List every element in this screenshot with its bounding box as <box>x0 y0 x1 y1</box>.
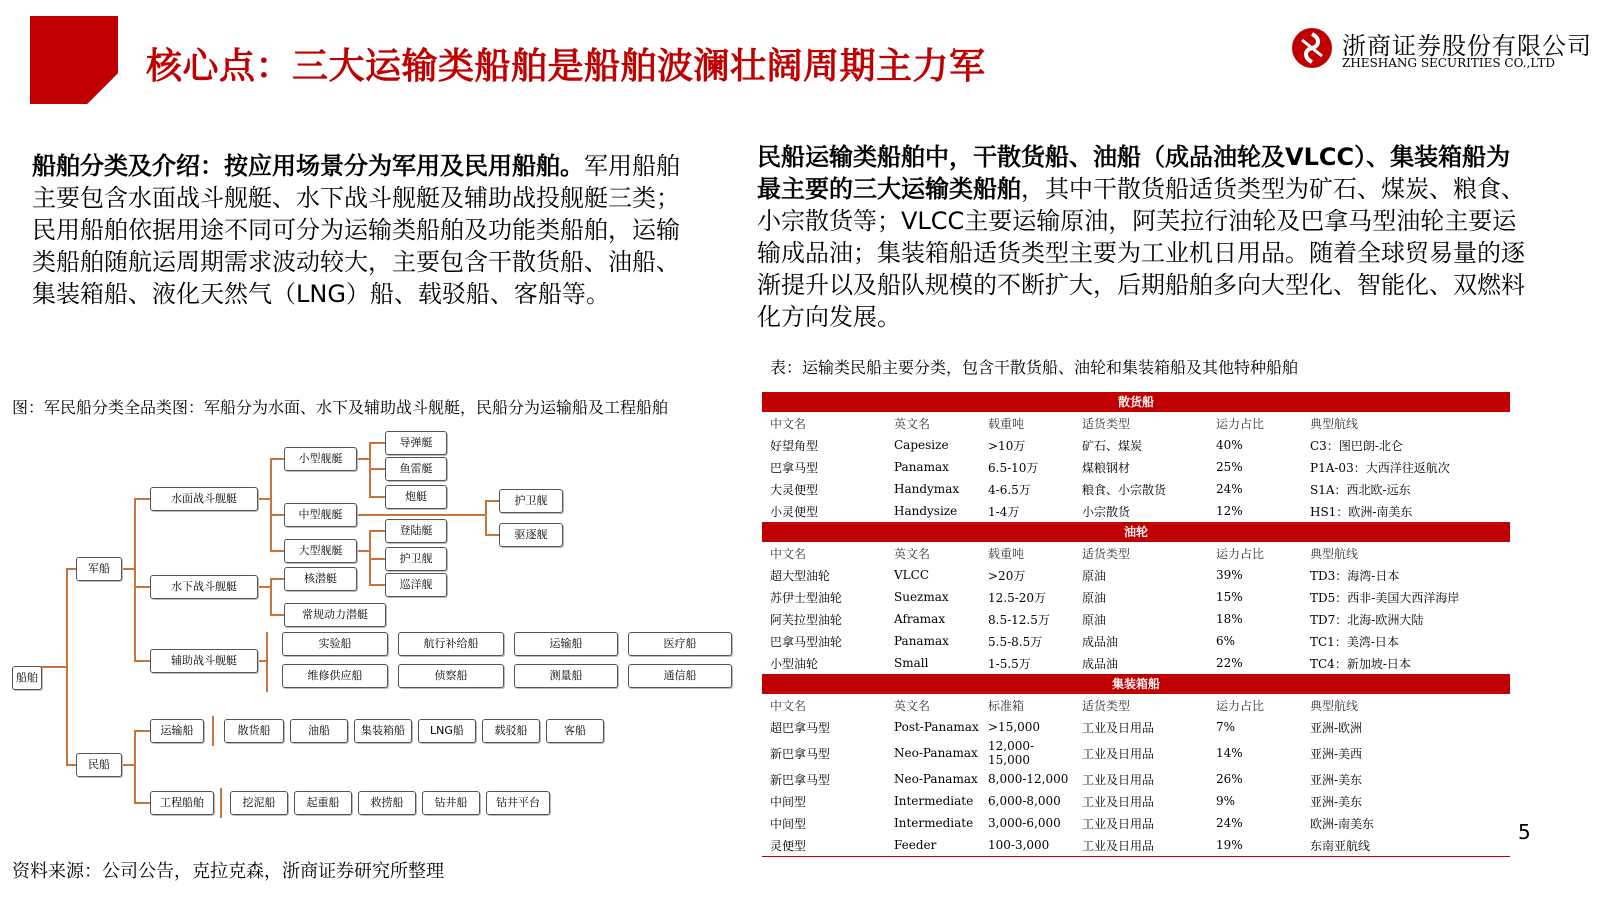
table-cell: 亚洲-美东 <box>1310 772 1363 787</box>
table-cell: 工业及日用品 <box>1082 794 1155 809</box>
table-cell: TD5：西非-美国大西洋海岸 <box>1310 590 1460 605</box>
table-cell: Neo-Panamax <box>894 772 978 786</box>
tree-node-ship: 船舶 <box>12 666 42 690</box>
tree-node-underwater-combat: 水下战斗舰艇 <box>150 575 258 599</box>
tree-node-large-ships: 大型舰艇 <box>284 539 357 563</box>
tree-node-missile-boat: 导弹艇 <box>385 431 447 455</box>
table-cell: 工业及日用品 <box>1082 838 1155 853</box>
column-header: 适货类型 <box>1082 546 1131 561</box>
table-cell: Panamax <box>894 634 949 648</box>
table-cell: 3,000-6,000 <box>988 816 1061 830</box>
table-cell: 超巴拿马型 <box>770 720 831 735</box>
table-cell: 粮食、小宗散货 <box>1082 482 1167 497</box>
table-cell: 1-4万 <box>988 504 1020 519</box>
page-number: 5 <box>1518 820 1531 844</box>
tree-node-aux-item: 维修供应船 <box>282 664 388 688</box>
table-cell: P1A-03：大西洋往返航次 <box>1310 460 1450 475</box>
table-cell: 成品油 <box>1082 656 1119 671</box>
table-cell: 矿石、煤炭 <box>1082 438 1143 453</box>
table-cell: 1-5.5万 <box>988 656 1031 671</box>
table-row <box>762 456 1510 478</box>
column-header: 适货类型 <box>1082 416 1131 431</box>
table-cell: 24% <box>1216 816 1243 830</box>
table-cell: Feeder <box>894 838 937 852</box>
tree-node-gun-boat: 炮艇 <box>385 485 447 509</box>
title-accent-block <box>30 16 118 104</box>
right-paragraph <box>757 141 1527 333</box>
ship-classification-table <box>762 392 1510 857</box>
column-header: 典型航线 <box>1310 698 1359 713</box>
table-cell: 40% <box>1216 438 1243 452</box>
column-header: 运力占比 <box>1216 416 1265 431</box>
tree-node-surface-combat: 水面战斗舰艇 <box>150 487 258 511</box>
table-cell: Small <box>894 656 929 670</box>
tree-node-aux-item: 航行补给船 <box>398 632 504 656</box>
tree-node-destroyer: 驱逐舰 <box>499 523 563 547</box>
table-cell: 大灵便型 <box>770 482 819 497</box>
table-cell: 19% <box>1216 838 1243 852</box>
tree-node-transport-item: 集装箱船 <box>354 719 412 743</box>
table-row <box>762 478 1510 500</box>
table-row <box>762 738 1510 768</box>
table-cell: Handysize <box>894 504 958 518</box>
column-header: 载重吨 <box>988 546 1025 561</box>
column-header: 典型航线 <box>1310 416 1359 431</box>
table-row <box>762 586 1510 608</box>
tree-node-escort: 护卫舰 <box>385 547 447 571</box>
column-header: 运力占比 <box>1216 546 1265 561</box>
tree-node-medium-ships: 中型舰艇 <box>284 503 357 527</box>
column-header: 英文名 <box>894 546 931 561</box>
table-cell: 新巴拿马型 <box>770 772 831 787</box>
table-column-header-row <box>762 694 1510 716</box>
table-cell: 巴拿马型 <box>770 460 819 475</box>
table-cell: 6,000-8,000 <box>988 794 1061 808</box>
table-cell: 工业及日用品 <box>1082 720 1155 735</box>
table-cell: 亚洲-美西 <box>1310 746 1363 761</box>
tree-node-engineering-item: 钻井船 <box>422 791 480 815</box>
table-cell: 39% <box>1216 568 1243 582</box>
table-cell: 亚洲-美东 <box>1310 794 1363 809</box>
table-cell: 24% <box>1216 482 1243 496</box>
table-cell: 工业及日用品 <box>1082 772 1155 787</box>
logo-chinese-name: 浙商证券股份有限公司 <box>1342 32 1592 60</box>
table-section-title: 集装箱船 <box>762 674 1510 694</box>
table-cell: 巴拿马型油轮 <box>770 634 843 649</box>
table-cell: HS1：欧洲-南美东 <box>1310 504 1413 519</box>
table-section-title: 油轮 <box>762 522 1510 542</box>
table-cell: 阿芙拉型油轮 <box>770 612 843 627</box>
column-header: 中文名 <box>770 546 807 561</box>
table-cell: 小灵便型 <box>770 504 819 519</box>
table-cell: TC4：新加坡-日本 <box>1310 656 1411 671</box>
figure-caption: 图：军民船分类全品类图：军船分为水面、水下及辅助战斗舰艇，民船分为运输船及工程船舶 <box>12 398 669 417</box>
table-cell: 苏伊士型油轮 <box>770 590 843 605</box>
table-cell: 好望角型 <box>770 438 819 453</box>
table-cell: 超大型油轮 <box>770 568 831 583</box>
table-cell: >20万 <box>988 568 1026 583</box>
tree-node-engineering-item: 挖泥船 <box>230 791 288 815</box>
table-row <box>762 834 1510 856</box>
table-cell: 12% <box>1216 504 1243 518</box>
logo-english-name: ZHESHANG SECURITIES CO.,LTD <box>1342 56 1555 70</box>
table-cell: 6.5-10万 <box>988 460 1039 475</box>
column-header: 英文名 <box>894 416 931 431</box>
source-note: 资料来源：公司公告，克拉克森，浙商证券研究所整理 <box>12 861 444 882</box>
table-row <box>762 768 1510 790</box>
table-cell: Aframax <box>894 612 946 626</box>
tree-node-engineering: 工程船舶 <box>150 791 214 815</box>
table-cell: 东南亚航线 <box>1310 838 1371 853</box>
table-cell: 灵便型 <box>770 838 807 853</box>
table-cell: 原油 <box>1082 612 1107 627</box>
tree-node-aux-item: 侦察船 <box>398 664 504 688</box>
table-cell: 工业及日用品 <box>1082 746 1155 761</box>
left-paragraph <box>32 150 692 310</box>
table-cell: 5.5-8.5万 <box>988 634 1043 649</box>
table-cell: 小型油轮 <box>770 656 819 671</box>
tree-node-aux-item: 医疗船 <box>628 632 732 656</box>
table-row <box>762 434 1510 456</box>
column-header: 适货类型 <box>1082 698 1131 713</box>
company-logo <box>1290 24 1592 76</box>
tree-node-engineering-item: 起重船 <box>294 791 352 815</box>
table-cell: Suezmax <box>894 590 949 604</box>
table-cell: 新巴拿马型 <box>770 746 831 761</box>
tree-node-civil: 民船 <box>76 753 122 777</box>
table-row <box>762 500 1510 522</box>
table-cell: 12.5-20万 <box>988 590 1047 605</box>
table-cell: C3：图巴朗-北仑 <box>1310 438 1403 453</box>
tree-node-transport-item: 油船 <box>290 719 348 743</box>
zheshang-logo-icon <box>1290 26 1334 70</box>
table-cell: 原油 <box>1082 568 1107 583</box>
column-header: 运力占比 <box>1216 698 1265 713</box>
tree-node-transport-item: 载驳船 <box>482 719 540 743</box>
table-cell: 7% <box>1216 720 1236 734</box>
table-cell: 25% <box>1216 460 1243 474</box>
table-cell: Intermediate <box>894 794 974 808</box>
table-row <box>762 790 1510 812</box>
table-cell: 22% <box>1216 656 1243 670</box>
table-cell: 欧洲-南美东 <box>1310 816 1375 831</box>
tree-node-aux-item: 测量船 <box>514 664 618 688</box>
table-cell: Handymax <box>894 482 960 496</box>
table-cell: 12,000-15,000 <box>988 739 1035 767</box>
table-cell: VLCC <box>894 568 929 582</box>
table-row <box>762 608 1510 630</box>
tree-node-transport-item: 客船 <box>546 719 604 743</box>
table-cell: 工业及日用品 <box>1082 816 1155 831</box>
table-cell: 亚洲-欧洲 <box>1310 720 1363 735</box>
table-cell: TD3：海湾-日本 <box>1310 568 1400 583</box>
column-header: 英文名 <box>894 698 931 713</box>
slide-title: 核心点：三大运输类船舶是船舶波澜壮阔周期主力军 <box>146 46 986 87</box>
table-row <box>762 716 1510 738</box>
table-cell: 中间型 <box>770 816 807 831</box>
table-section-title: 散货船 <box>762 392 1510 412</box>
tree-node-auxiliary-combat: 辅助战斗舰艇 <box>150 649 258 673</box>
table-cell: 成品油 <box>1082 634 1119 649</box>
table-cell: 18% <box>1216 612 1243 626</box>
tree-node-amphibious: 登陆艇 <box>385 519 447 543</box>
tree-node-cruiser: 巡洋舰 <box>385 573 447 597</box>
table-cell: Post-Panamax <box>894 720 979 734</box>
column-header: 中文名 <box>770 416 807 431</box>
table-column-header-row <box>762 542 1510 564</box>
tree-node-conventional-sub: 常规动力潜艇 <box>284 603 386 627</box>
table-cell: 原油 <box>1082 590 1107 605</box>
tree-node-torpedo-boat: 鱼雷艇 <box>385 457 447 481</box>
column-header: 载重吨 <box>988 416 1025 431</box>
table-cell: 8.5-12.5万 <box>988 612 1050 627</box>
tree-node-engineering-item: 救捞船 <box>358 791 416 815</box>
tree-node-aux-item: 运输船 <box>514 632 618 656</box>
right-paragraph-body: ，其中干散货船适货类型为矿石、煤炭、粮食、小宗散货等；VLCC主要运输原油，阿芙拉行油轮及巴拿马型油轮主要运输成品油；集装箱船适货类型主要为工业机日用品。随着全球贸易量的逐渐提升以及船队规模的不断扩大，后期船舶多向大型化、智能化、双燃料化方向发展。 <box>757 175 1525 331</box>
table-cell: 26% <box>1216 772 1243 786</box>
table-cell: 4-6.5万 <box>988 482 1031 497</box>
table-row <box>762 652 1510 674</box>
tree-node-transport-item: LNG船 <box>418 719 476 743</box>
table-cell: 6% <box>1216 634 1236 648</box>
table-row <box>762 630 1510 652</box>
table-cell: 煤粮钢材 <box>1082 460 1131 475</box>
tree-node-nuclear-sub: 核潜艇 <box>284 567 357 591</box>
column-header: 标准箱 <box>988 698 1025 713</box>
tree-node-military: 军船 <box>76 557 122 581</box>
column-header: 典型航线 <box>1310 546 1359 561</box>
table-cell: TD7：北海-欧洲大陆 <box>1310 612 1424 627</box>
table-cell: 14% <box>1216 746 1243 760</box>
table-cell: Panamax <box>894 460 949 474</box>
table-cell: Neo-Panamax <box>894 746 978 760</box>
tree-node-frigate: 护卫舰 <box>499 489 563 513</box>
table-cell: TC1：美湾-日本 <box>1310 634 1399 649</box>
tree-node-transport: 运输船 <box>150 719 204 743</box>
table-cell: Intermediate <box>894 816 974 830</box>
table-caption: 表：运输类民船主要分类，包含干散货船、油轮和集装箱船及其他特种船舶 <box>770 358 1299 377</box>
left-paragraph-body: 军用船舶主要包含水面战斗舰艇、水下战斗舰艇及辅助战投舰艇三类；民用船舶依据用途不同可分为运输类船舶及功能类船舶，运输类船舶随航运周期需求波动较大，主要包含干散货船、油船、集装箱船、液化天然气（LNG）船、载驳船、客船等。 <box>32 152 680 308</box>
right-paragraph-lead: 民船运输类船舶中，干散货船、油船（成品油轮及VLCC）、集装箱船为最主要的三大运输类船舶 <box>757 143 1511 203</box>
table-cell: >15,000 <box>988 720 1041 734</box>
table-cell: S1A：西北欧-远东 <box>1310 482 1411 497</box>
left-paragraph-lead: 船舶分类及介绍：按应用场景分为军用及民用船舶。 <box>32 152 584 180</box>
column-header: 中文名 <box>770 698 807 713</box>
table-cell: 8,000-12,000 <box>988 772 1069 786</box>
table-cell: 9% <box>1216 794 1236 808</box>
table-cell: 100-3,000 <box>988 838 1050 852</box>
table-cell: Capesize <box>894 438 949 452</box>
ship-classification-tree <box>0 420 760 840</box>
table-cell: 15% <box>1216 590 1243 604</box>
tree-node-transport-item: 散货船 <box>224 719 284 743</box>
tree-node-aux-item: 通信船 <box>628 664 732 688</box>
table-row <box>762 812 1510 834</box>
table-cell: 中间型 <box>770 794 807 809</box>
tree-node-engineering-item: 钻井平台 <box>486 791 550 815</box>
table-row <box>762 564 1510 586</box>
table-column-header-row <box>762 412 1510 434</box>
table-cell: >10万 <box>988 438 1026 453</box>
tree-node-aux-item: 实验船 <box>282 632 388 656</box>
tree-node-small-ships: 小型舰艇 <box>284 447 357 471</box>
table-cell: 小宗散货 <box>1082 504 1131 519</box>
